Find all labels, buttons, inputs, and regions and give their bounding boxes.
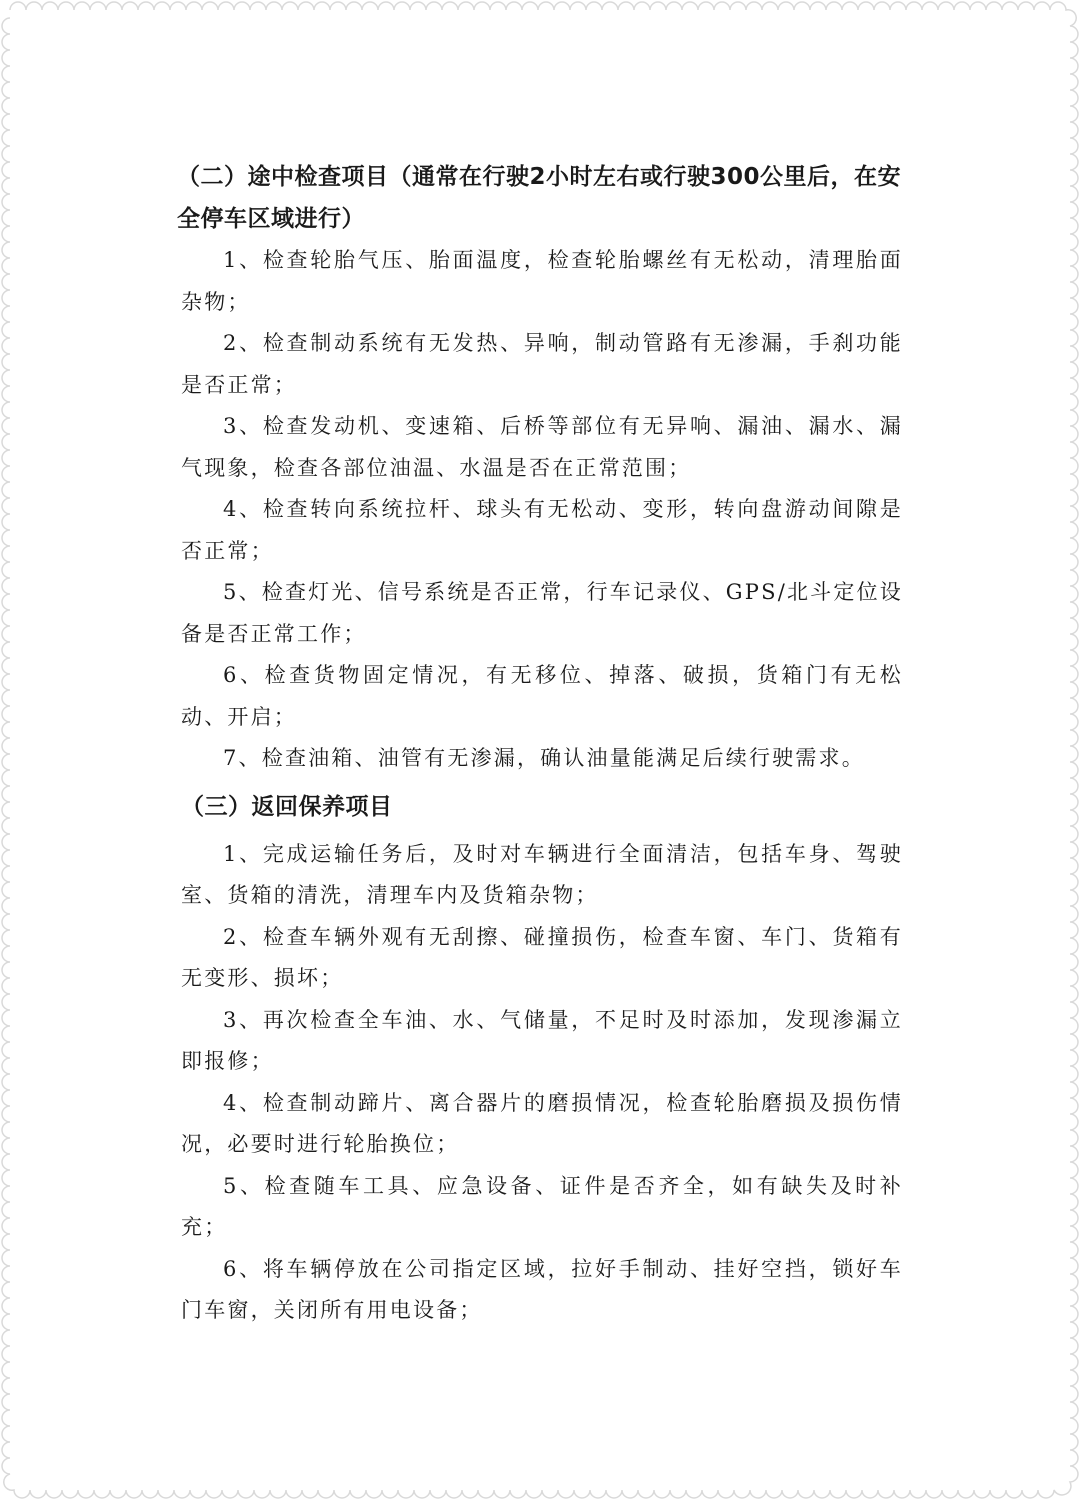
list-item: 3、检查发动机、变速箱、后桥等部位有无异响、漏油、漏水、漏气现象，检查各部位油温、水温是否在正常范围； [181, 414, 903, 480]
section-return-maintenance [181, 786, 903, 1332]
list-item: 5、检查随车工具、应急设备、证件是否齐全，如有缺失及时补充； [181, 1173, 903, 1239]
list-item: 1、完成运输任务后，及时对车辆进行全面清洁，包括车身、驾驶室、货箱的清洗，清理车内及货箱杂物； [181, 841, 903, 907]
list-item: 4、检查转向系统拉杆、球头有无松动、变形，转向盘游动间隙是否正常； [181, 497, 903, 563]
list-item: 2、检查制动系统有无发热、异响，制动管路有无渗漏，手刹功能是否正常； [181, 331, 903, 397]
section-inspection-en-route [177, 156, 903, 780]
list-item: 6、将车辆停放在公司指定区域，拉好手制动、挂好空挡，锁好车门车窗，关闭所有用电设备； [181, 1256, 903, 1322]
list-item: 6、检查货物固定情况，有无移位、掉落、破损，货箱门有无松动、开启； [181, 663, 903, 729]
document-body [177, 146, 903, 1332]
list-item: 7、检查油箱、油管有无渗漏，确认油量能满足后续行驶需求。 [223, 746, 865, 770]
section-heading: （三）返回保养项目 [181, 793, 393, 820]
list-item: 5、检查灯光、信号系统是否正常，行车记录仪、GPS/北斗定位设备是否正常工作； [181, 580, 903, 646]
list-item: 4、检查制动蹄片、离合器片的磨损情况，检查轮胎磨损及损伤情况，必要时进行轮胎换位； [181, 1090, 903, 1156]
list-item: 3、再次检查全车油、水、气储量，不足时及时添加，发现渗漏立即报修； [181, 1007, 903, 1073]
list-item: 2、检查车辆外观有无刮擦、碰撞损伤，检查车窗、车门、货箱有无变形、损坏； [181, 924, 903, 990]
list-item: 1、检查轮胎气压、胎面温度，检查轮胎螺丝有无松动，清理胎面杂物； [181, 248, 903, 314]
section-heading: （二）途中检查项目（通常在行驶2小时左右或行驶300公里后，在安全停车区域进行） [177, 164, 902, 232]
